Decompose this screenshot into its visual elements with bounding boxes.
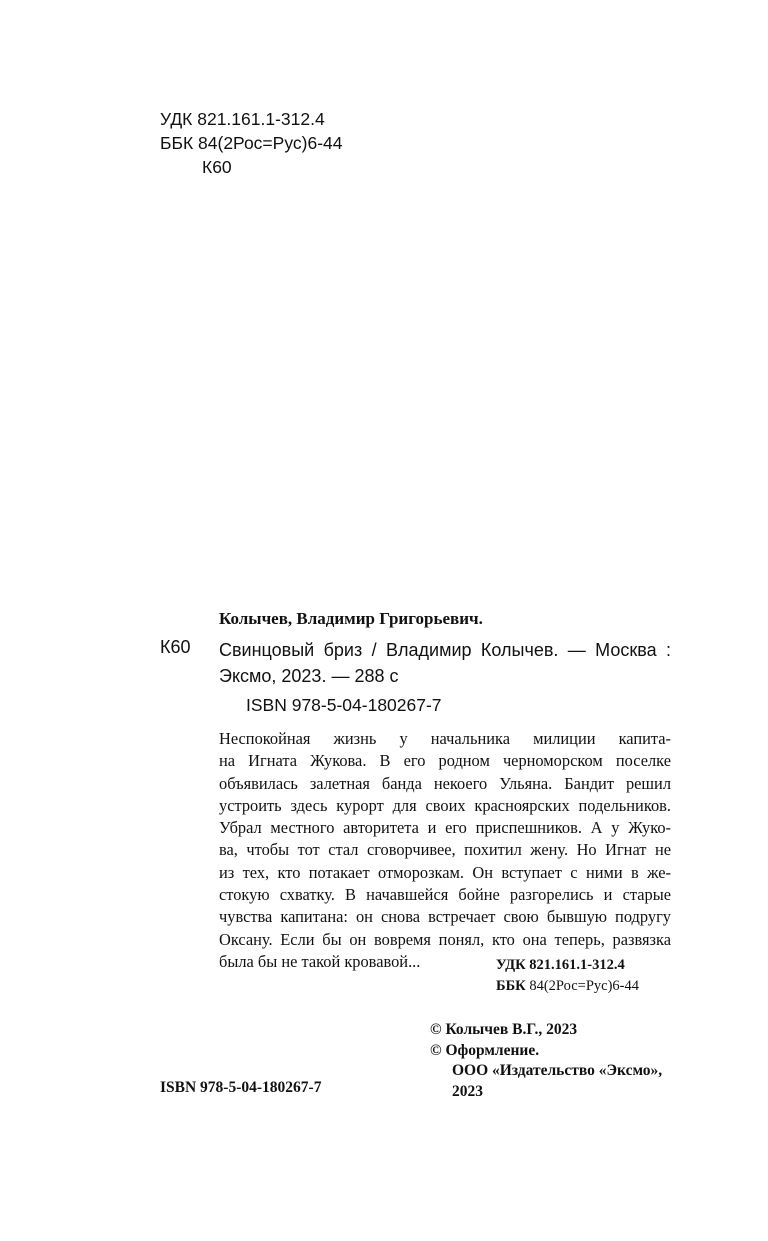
annotation (219, 728, 671, 973)
copyright-author: © Колычев В.Г., 2023 (430, 1021, 578, 1038)
author-mark: К60 (202, 157, 232, 177)
bibliographic-text: Свинцовый бриз / Владимир Колычев. — Москва : Эксмо, 2023. — 288 с (219, 640, 671, 686)
author-mark-entry: К60 (160, 637, 191, 657)
annotation-line: была бы не такой кровавой... (219, 951, 421, 971)
author-heading: Колычев, Владимир Григорьевич. (219, 609, 483, 628)
bibliographic-description (219, 637, 671, 689)
isbn-footer: ISBN 978-5-04-180267-7 (160, 1079, 322, 1096)
top-classification (160, 107, 343, 179)
copyright-design: © Оформление. (430, 1041, 540, 1059)
annotation-line: стокую схватку. В начавшейся бойне разгорелись и старые (219, 885, 671, 905)
bbk-code-right (496, 976, 639, 997)
right-classification (496, 955, 639, 997)
copyright-publisher: ООО «Издательство «Эксмо», (452, 1062, 663, 1079)
copyright-block (430, 1020, 662, 1102)
bbk-code: ББК 84(2Рос=Рус)6-44 (160, 133, 343, 153)
annotation-line: объявилась залетная банда некоего Ульяна. Бандит решил (219, 773, 671, 793)
annotation-line: ва, чтобы тот стал сговорчивее, похитил жену. Но Игнат не (219, 840, 671, 860)
copyright-year: 2023 (452, 1082, 483, 1100)
annotation-line: устроить здесь курорт для своих красноярских подельников. (219, 795, 671, 815)
udk-code-right: УДК 821.161.1-312.4 (496, 957, 625, 973)
annotation-line: на Игната Жукова. В его родном черноморском поселке (219, 751, 671, 771)
annotation-line: из тех, кто потакает отморозкам. Он вступает с ними в же- (219, 862, 671, 882)
bbk-value: 84(2Рос=Рус)6-44 (525, 978, 639, 994)
udk-code: УДК 821.161.1-312.4 (160, 109, 325, 129)
isbn-entry: ISBN 978-5-04-180267-7 (246, 695, 442, 715)
annotation-line: Убрал местного авторитета и его приспешников. А у Жуко- (219, 818, 671, 838)
annotation-line: чувства капитана: он снова встречает свою бывшую подругу (219, 907, 671, 927)
annotation-line: Оксану. Если бы он вовремя понял, кто она теперь, развязка (219, 929, 671, 949)
bbk-label: ББК (496, 978, 526, 994)
annotation-line: Неспокойная жизнь у начальника милиции капита- (219, 729, 671, 748)
